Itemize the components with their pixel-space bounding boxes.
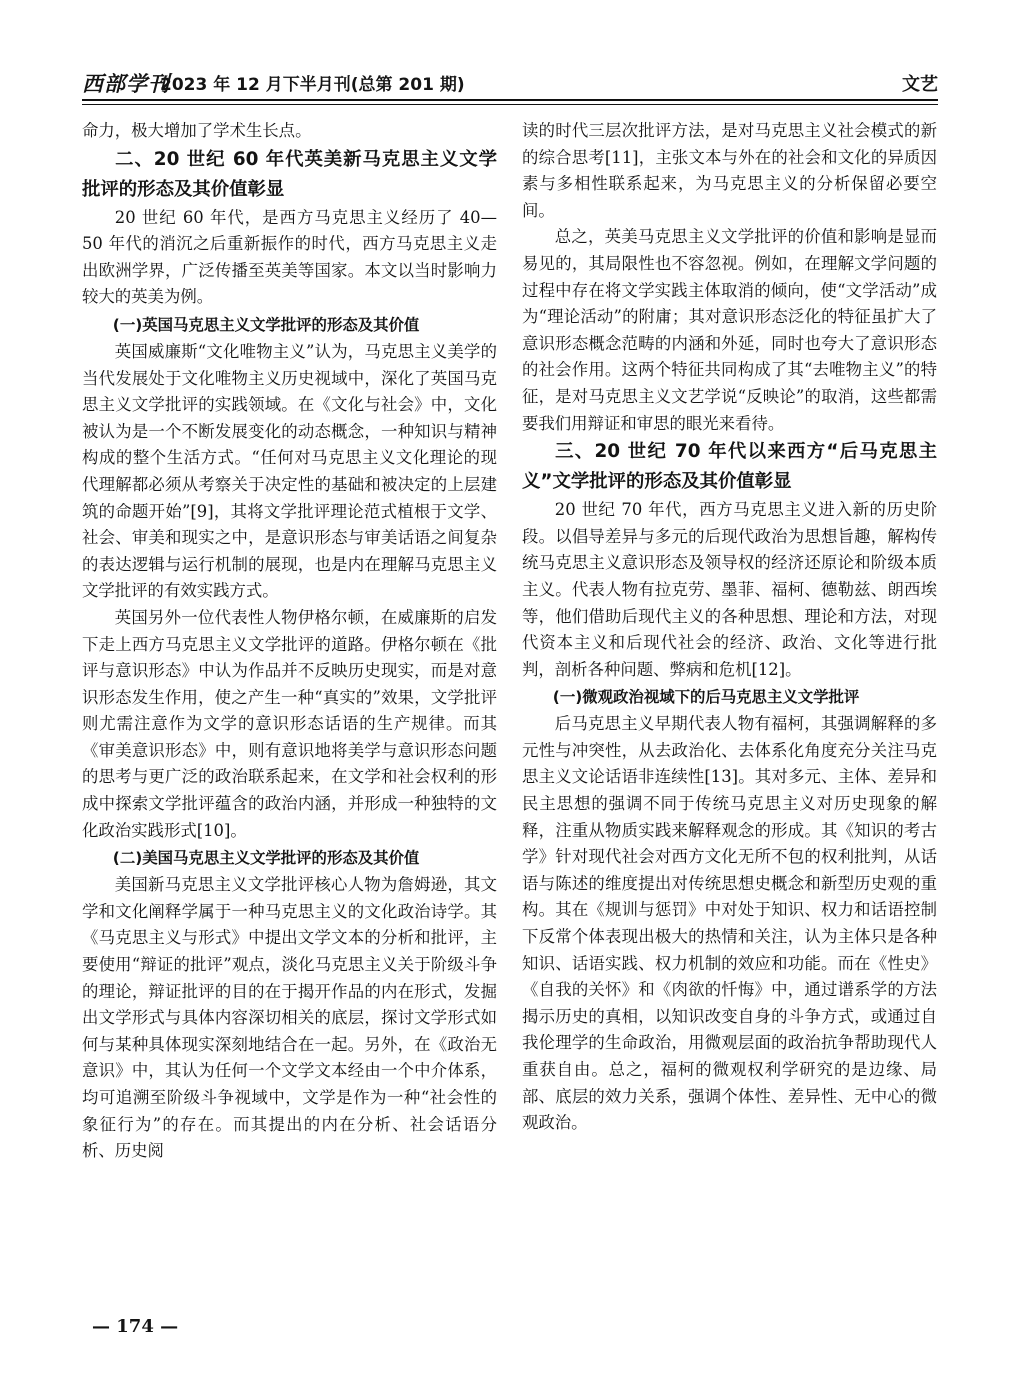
subsection-heading: (一)微观政治视域下的后马克思主义文学批评: [552, 688, 860, 707]
paragraph: 命力，极大增加了学术生长点。: [82, 121, 312, 140]
journal-logo: 西部学刊: [82, 71, 170, 96]
header-rule: [82, 99, 938, 101]
issue-info: 2023 年 12 月下半月刊(总第 201 期): [160, 75, 465, 95]
header-rule-thin: [82, 104, 938, 105]
subsection-heading: (一)英国马克思主义文学批评的形态及其价值: [112, 315, 420, 334]
paragraph: 后马克思主义早期代表人物有福柯，其强调解释的多元性与冲突性，从去政治化、去体系化角度充分关注马克思主义文论话语非连续性[13]。其对多元、主体、差异和民主思想的强调不同于传统马克思主义对历史现象的解释，注重从物质实践来解释观念的形成。其《知识的考古学》针对现代社会对西方文化无所不包的权利批判，从话语与陈述的维度提出对传统思想史概念和新型历史观的重构。其在《规训与惩罚》中对处于知识、权力和话语控制下反常个体表现出极大的热情和关注，认为主体只是各种知识、话语实践、权力机制的效应和功能。而在《性史》《自我的关怀》和《肉欲的忏悔》中，通过谱系学的方法揭示历史的真相，以知识改变自身的斗争方式，或通过自我伦理学的生命政治，用微观层面的政治抗争帮助现代人重获自由。总之，福柯的微观权利学研究的是边缘、局部、底层的效力关系，强调个体性、差异性、无中心的微观政治。: [522, 714, 937, 1133]
paragraph: 20 世纪 70 年代，西方马克思主义进入新的历史阶段。以倡导差异与多元的后现代政治为思想旨趣，解构传统马克思主义意识形态及领导权的经济还原论和阶级本质主义。代表人物有拉克劳、墨菲、福柯、德勒兹、朗西埃等，他们借助后现代主义的各种思想、理论和方法，对现代资本主义和后现代社会的经济、政治、文化等进行批判，剖析各种问题、弊病和危机[12]。: [522, 500, 937, 679]
section-heading: 三、20 世纪 70 年代以来西方“后马克思主义”文学批评的形态及其价值彰显: [522, 441, 937, 493]
paragraph: 英国另外一位代表性人物伊格尔顿，在威廉斯的启发下走上西方马克思主义文学批评的道路。伊格尔顿在《批评与意识形态》中认为作品并不反映历史现实，而是对意识形态发生作用，使之产生一种“真实的”效果，文学批评则尤需注意作为文学的意识形态话语的生产规律。而其《审美意识形态》中，则有意识地将美学与意识形态问题的思考与更广泛的政治联系起来，在文学和社会权利的形成中探索文学批评蕴含的政治内涵，并形成一种独特的文化政治实践形式[10]。: [82, 607, 497, 840]
right-column: [522, 118, 937, 1137]
paragraph: 读的时代三层次批评方法，是对马克思主义社会模式的新的综合思考[11]，主张文本与外在的社会和文化的异质因素与多相性联系起来，为马克思主义的分析保留必要空间。: [522, 121, 937, 220]
section-heading: 二、20 世纪 60 年代英美新马克思主义文学批评的形态及其价值彰显: [82, 148, 497, 200]
subsection-heading: (二)美国马克思主义文学批评的形态及其价值: [112, 849, 420, 868]
paragraph: 20 世纪 60 年代，是西方马克思主义经历了 40—50 年代的消沉之后重新振作的时代，西方马克思主义走出欧洲学界，广泛传播至英美等国家。本文以当时影响力较大的英美为例。: [82, 207, 497, 307]
section-name: 文艺: [902, 74, 938, 95]
paragraph: 美国新马克思主义文学批评核心人物为詹姆逊，其文学和文化阐释学属于一种马克思主义的文化政治诗学。其《马克思主义与形式》中提出文学文本的分析和批评，主要使用“辩证的批评”观点，淡化马克思主义关于阶级斗争的理论，辩证批评的目的在于揭开作品的内在形式，发掘出文学形式与具体内容深切相关的底层，探讨文学形式如何与某种具体现实深刻地结合在一起。另外，在《政治无意识》中，其认为任何一个文学文本经由一个中介体系，均可追溯至阶级斗争视域中，文学是作为一种“社会性的象征行为”的存在。而其提出的内在分析、社会话语分析、历史阅: [82, 875, 497, 1161]
left-column: [82, 118, 497, 1165]
page-number: — 174 —: [92, 1316, 179, 1337]
paragraph: 总之，英美马克思主义文学批评的价值和影响是显而易见的，其局限性也不容忽视。例如，在理解文学问题的过程中存在将文学实践主体取消的倾向，使“文学活动”成为“理论活动”的附庸；其对意识形态泛化的特征虽扩大了意识形态概念范畴的内涵和外延，同时也夸大了意识形态的社会作用。这两个特征共同构成了其“去唯物主义”的特征，是对马克思主义文艺学说“反映论”的取消，这些都需要我们用辩证和审思的眼光来看待。: [522, 227, 937, 433]
paragraph: 英国威廉斯“文化唯物主义”认为，马克思主义美学的当代发展处于文化唯物主义历史视域中，深化了英国马克思主义文学批评的实践领域。在《文化与社会》中，文化被认为是一个不断发展变化的动态概念，一种知识与精神构成的整个生活方式。“任何对马克思主义文化理论的现代理解都必须从考察关于决定性的基础和被决定的上层建筑的命题开始”[9]，其将文学批评理论范式植根于文学、社会、审美和现实之中，是意识形态与审美话语之间复杂的表达逻辑与运行机制的展现，也是内在理解马克思主义文学批评的有效实践方式。: [82, 341, 497, 601]
